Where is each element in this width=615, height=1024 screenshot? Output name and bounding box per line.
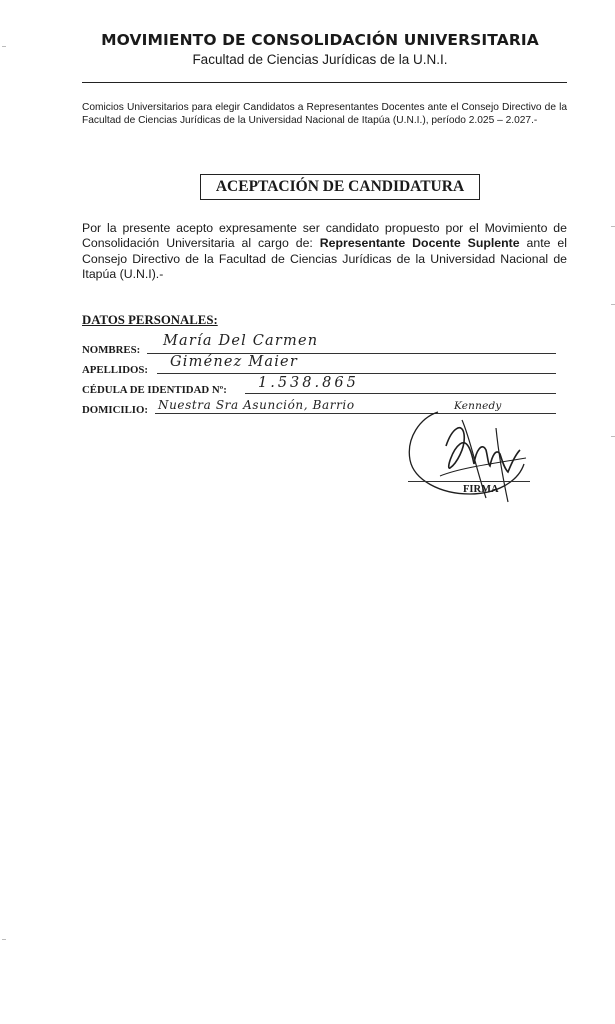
acceptance-text-start: Por la presente acepto expresamente ser candidato propuesto por el Movimiento de Consolidación Universitaria al cargo de: — [82, 221, 567, 251]
personal-data-heading: DATOS PERSONALES: — [82, 313, 218, 327]
scan-mark — [611, 436, 615, 437]
candidate-position: Representante Docente Suplente — [319, 236, 520, 251]
domicilio-label: DOMICILIO: — [82, 404, 148, 416]
signature-label: FIRMA — [463, 484, 499, 495]
organization-title: MOVIMIENTO DE CONSOLIDACIÓN UNIVERSITARIA — [101, 31, 539, 49]
scan-mark — [611, 226, 615, 227]
apellidos-handwritten: Giménez Maier — [170, 354, 298, 370]
acceptance-text-end: ante el Consejo Directivo de la Facultad de Ciencias Jurídicas de la Universidad Nacional de Itapúa (U.N.I).- — [82, 236, 567, 282]
scan-mark — [611, 304, 615, 305]
cedula-handwritten: 1.538.865 — [258, 375, 359, 391]
apellidos-label: APELLIDOS: — [82, 364, 148, 376]
header-divider — [82, 82, 567, 83]
acceptance-paragraph — [82, 221, 567, 283]
faculty-subtitle: Facultad de Ciencias Jurídicas de la U.N.I. — [192, 52, 448, 67]
signature-line — [408, 481, 530, 482]
election-description: Comicios Universitarios para elegir Candidatos a Representantes Docentes ante el Consejo Directivo de la Facultad de Ciencias Jurídicas de la Universidad Nacional de Itapúa (U.N.I.), período 2.025 – 2.027.- — [82, 102, 567, 127]
nombres-handwritten: María Del Carmen — [163, 333, 319, 349]
domicilio-handwritten-extra: Kennedy — [454, 400, 502, 412]
apellidos-line — [157, 373, 556, 374]
cedula-label: CÉDULA DE IDENTIDAD Nº: — [82, 384, 227, 396]
domicilio-handwritten: Nuestra Sra Asunción, Barrio — [158, 398, 355, 412]
scan-mark — [2, 46, 6, 47]
document-title: ACEPTACIÓN DE CANDIDATURA — [200, 174, 480, 200]
scan-mark — [2, 939, 6, 940]
cedula-line — [245, 393, 556, 394]
nombres-label: NOMBRES: — [82, 344, 141, 356]
